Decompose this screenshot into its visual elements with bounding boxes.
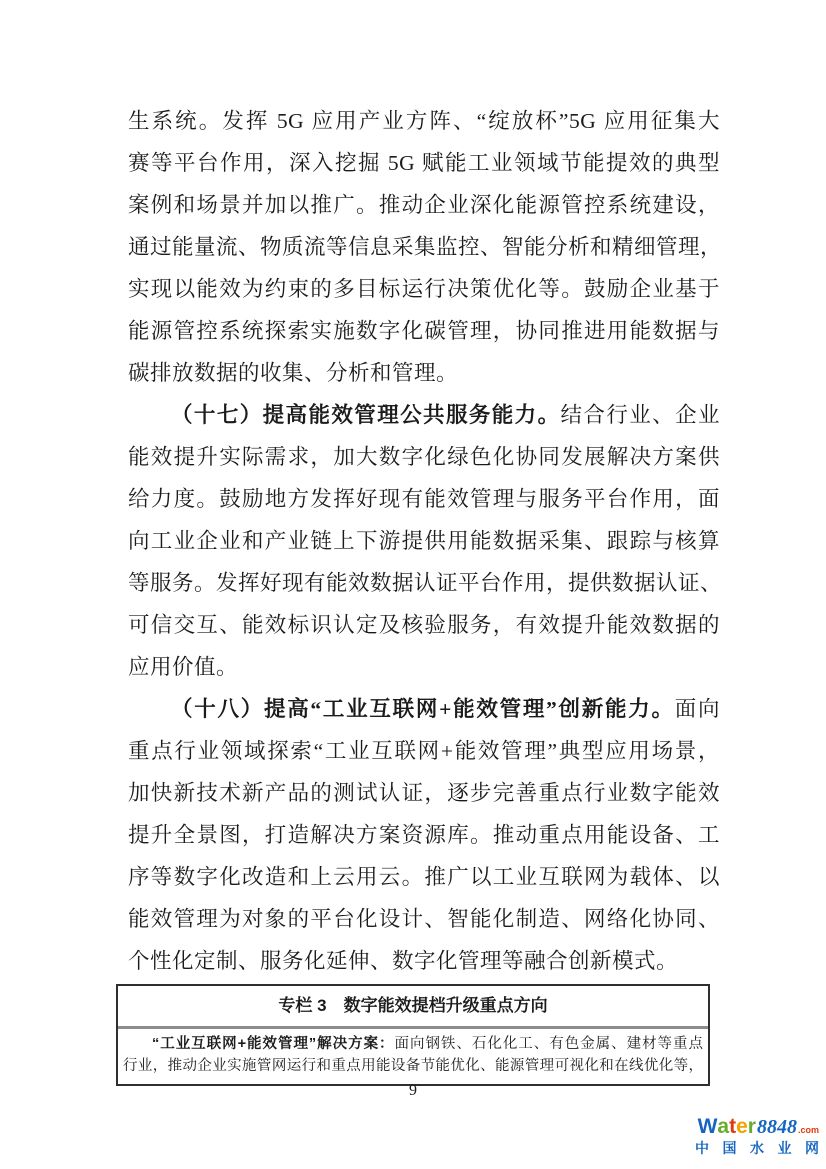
text-line [128,142,720,184]
paragraph-17 [128,394,723,688]
text-line [128,268,720,310]
text-line [128,226,723,268]
text-line [128,394,720,436]
text-line [128,478,720,520]
text-line [128,562,723,604]
text-line [128,898,720,940]
logo-subtitle-char: 中 [695,1140,709,1156]
bold-text-segment: “工业互联网+能效管理”解决方案： [152,1036,395,1052]
text-segment: 面向 [674,697,720,721]
text-segment: 生系统。发挥 5G 应用产业方阵、“绽放杯”5G 应用征集大 [128,109,720,133]
logo-letter: r [747,1115,756,1138]
logo-subtitle-char: 水 [750,1140,764,1156]
logo-subtitle-char: 网 [805,1140,819,1156]
text-line [128,100,720,142]
text-segment: 通过能量流、物质流等信息采集监控、智能分析和精细管理， [128,235,723,259]
text-line [128,730,720,772]
text-segment: 提升全景图，打造解决方案资源库。推动重点用能设备、工 [128,823,720,847]
text-line [128,646,720,688]
text-segment: 结合行业、企业 [560,403,720,427]
logo-letter: e [736,1115,748,1138]
logo-letter: a [717,1115,730,1138]
text-segment: 给力度。鼓励地方发挥好现有能效管理与服务平台作用，面 [128,487,720,511]
logo-number: 8848 [756,1116,797,1138]
callout-box-column3 [116,984,710,1086]
text-segment: 加快新技术新产品的测试认证，逐步完善重点行业数字能效 [128,781,720,805]
text-segment: 面向钢铁、石化化工、有色金属、建材等重点 [394,1036,704,1052]
text-line [128,856,720,898]
text-line [128,772,720,814]
logo-letter: t [729,1115,737,1138]
body-text [128,100,723,982]
text-line [128,352,720,394]
text-line [123,1033,703,1055]
text-line [128,184,720,226]
logo-subtitle-char: 国 [722,1140,737,1156]
text-line [128,310,720,352]
text-segment: 等服务。发挥好现有能效数据认证平台作用，提供数据认证、 [128,571,723,595]
text-segment: 赛等平台作用，深入挖掘 5G 赋能工业领域节能提效的典型 [128,151,720,175]
text-segment: 能效管理为对象的平台化设计、智能化制造、网络化协同、 [128,907,720,931]
text-line [128,688,720,730]
bold-text-segment: （十八）提高“工业互联网+能效管理”创新能力。 [171,697,675,721]
logo-subtitle-char: 业 [777,1140,792,1156]
logo-tld: .com [797,1125,819,1135]
logo-water-letters [698,1116,756,1137]
page-number: 9 [409,1082,417,1099]
text-line [128,814,720,856]
callout-title: 专栏 3 数字能效提档升级重点方向 [118,986,708,1029]
text-segment: 能源管控系统探索实施数字化碳管理，协同推进用能数据与 [128,319,720,343]
bold-text-segment: （十七）提高能效管理公共服务能力。 [171,403,561,427]
text-segment: 序等数字化改造和上云用云。推广以工业互联网为载体、以 [128,865,720,889]
text-segment: 可信交互、能效标识认定及核验服务，有效提升能效数据的 [128,613,720,637]
text-segment: 碳排放数据的收集、分析和管理。 [128,361,459,385]
text-segment: 能效提升实际需求，加大数字化绿色化协同发展解决方案供 [128,445,720,469]
text-segment: 应用价值。 [128,655,239,679]
logo-subtitle [695,1141,819,1155]
text-segment: 案例和场景并加以推广。推动企业深化能源管控系统建设， [128,193,720,217]
text-segment: 重点行业领域探索“工业互联网+能效管理”典型应用场景， [128,739,720,763]
text-line [128,604,720,646]
text-line [123,1055,703,1077]
text-segment: 实现以能效为约束的多目标运行决策优化等。鼓励企业基于 [128,277,720,301]
text-segment: 行业，推动企业实施管网运行和重点用能设备节能优化、能源管理可视化和在线优化等， [123,1058,703,1074]
text-segment: 向工业企业和产业链上下游提供用能数据采集、跟踪与核算 [128,529,720,553]
text-line [128,940,720,982]
logo-wordmark [695,1116,819,1137]
text-line [128,436,720,478]
text-segment: 个性化定制、服务化延伸、数字化管理等融合创新模式。 [128,949,679,973]
callout-body [118,1029,708,1084]
text-line [128,520,720,562]
paragraph-18 [128,688,720,982]
water8848-logo [695,1116,819,1155]
paragraph [128,100,723,394]
logo-letter: W [697,1115,718,1138]
